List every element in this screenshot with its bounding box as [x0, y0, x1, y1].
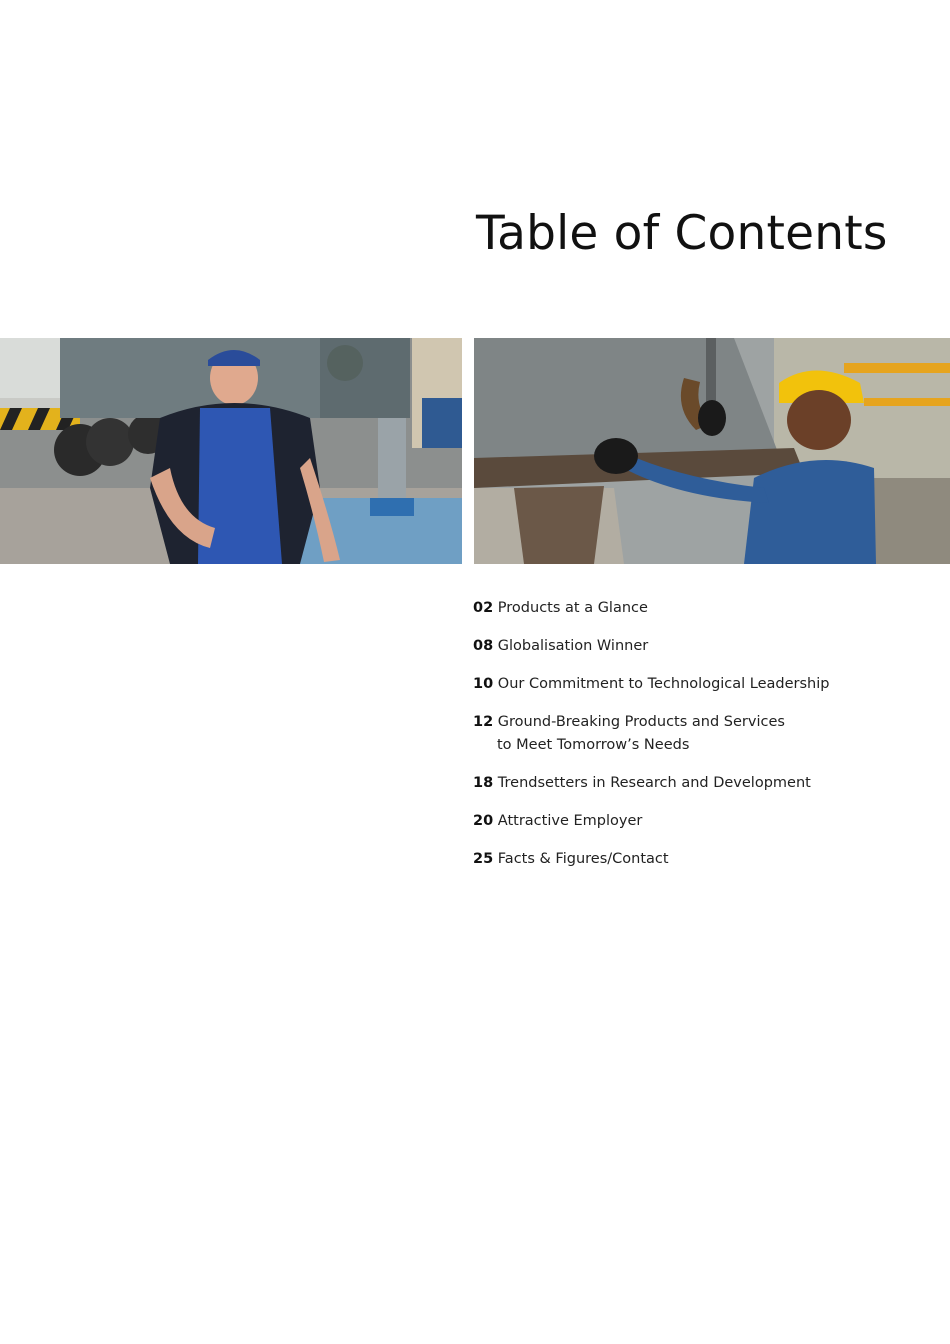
toc-title: Ground-Breaking Products and Services	[497, 714, 785, 730]
toc-entry[interactable]	[473, 597, 829, 620]
toc-page-number: 02	[473, 600, 494, 616]
toc-entry[interactable]	[473, 848, 829, 871]
toc-title: Our Commitment to Technological Leadership	[497, 676, 830, 692]
worker-yellow-helmet-photo	[474, 338, 950, 564]
toc-title: Products at a Glance	[497, 600, 648, 616]
toc-page-number: 20	[473, 813, 494, 829]
toc-entry[interactable]	[473, 673, 829, 696]
toc-page-number: 08	[473, 638, 494, 654]
toc-entry[interactable]	[473, 810, 829, 833]
toc-title: Facts & Figures/Contact	[497, 851, 669, 867]
toc-page-number: 18	[473, 775, 494, 791]
toc-page-number: 12	[473, 714, 494, 730]
toc-entry[interactable]	[473, 635, 829, 658]
toc-page-number: 10	[473, 676, 494, 692]
table-of-contents	[473, 597, 829, 886]
toc-entry[interactable]	[473, 711, 829, 757]
toc-title: Trendsetters in Research and Development	[497, 775, 811, 791]
toc-page-number: 25	[473, 851, 494, 867]
page-title: Table of Contents	[476, 206, 888, 261]
toc-title-continuation: to Meet Tomorrow’s Needs	[497, 737, 690, 753]
worker-blue-cap-photo	[0, 338, 462, 564]
toc-title: Attractive Employer	[497, 813, 643, 829]
toc-title: Globalisation Winner	[497, 638, 649, 654]
toc-entry[interactable]	[473, 772, 829, 795]
